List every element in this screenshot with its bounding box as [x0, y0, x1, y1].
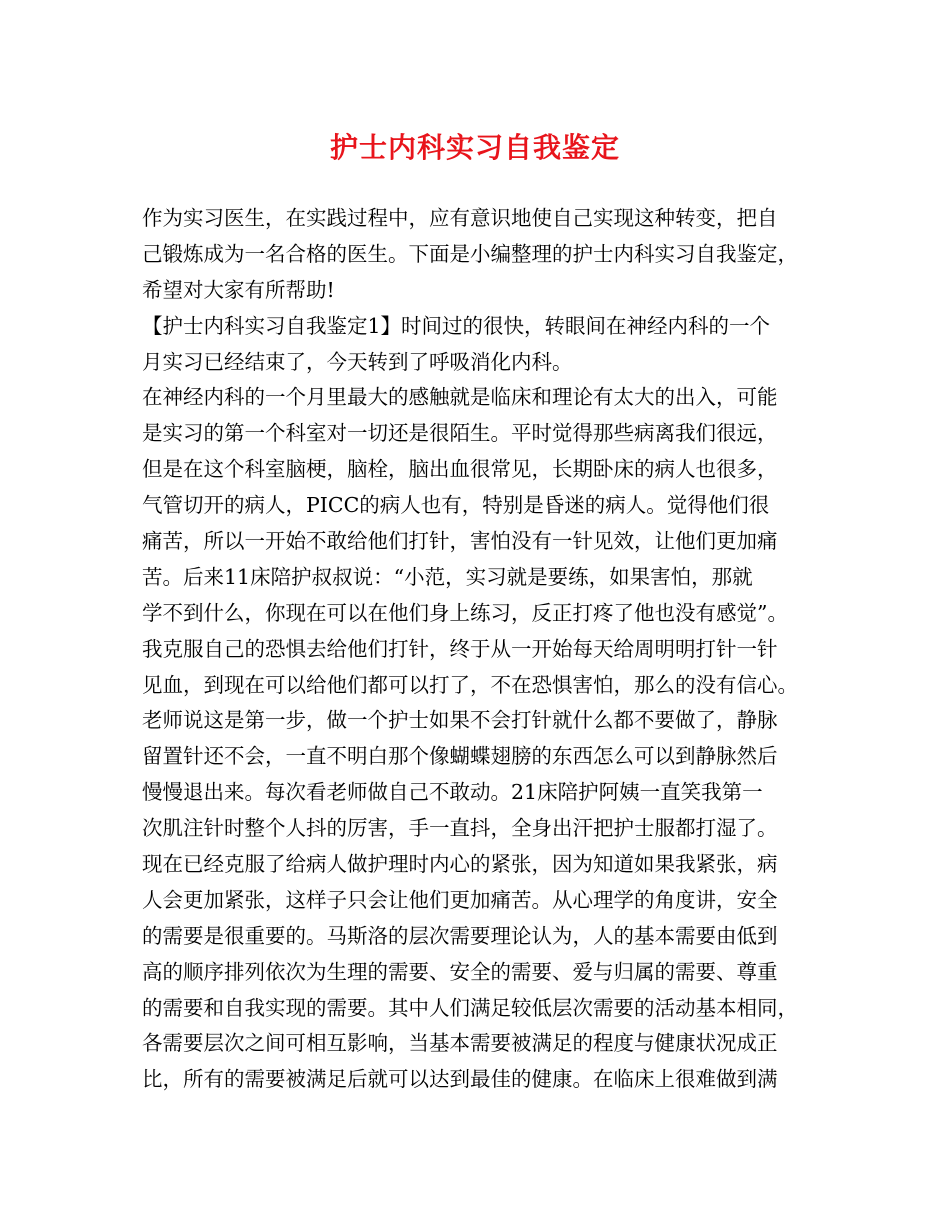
body-line: 气管切开的病人，PICC的病人也有，特别是昏迷的病人。觉得他们很 — [142, 493, 770, 518]
body-line: 现在已经克服了给病人做护理时内心的紧张，因为知道如果我紧张，病 — [142, 852, 778, 877]
body-line: 老师说这是第一步，做一个护士如果不会打针就什么都不要做了，静脉 — [142, 708, 778, 733]
body-line: 留置针还不会，一直不明白那个像蝴蝶翅膀的东西怎么可以到静脉然后 — [142, 744, 778, 769]
body-line: 的需要是很重要的。马斯洛的层次需要理论认为，人的基本需要由低到 — [142, 923, 778, 948]
document-title: 护士内科实习自我鉴定 — [329, 131, 620, 164]
body-line: 高的顺序排列依次为生理的需要、安全的需要、爱与归属的需要、尊重 — [142, 959, 778, 984]
body-line: 慢慢退出来。每次看老师做自己不敢动。21床陪护阿姨一直笑我第一 — [142, 780, 763, 805]
body-line: 但是在这个科室脑梗，脑栓，脑出血很常见，长期卧床的病人也很多， — [142, 457, 778, 482]
body-line: 的需要和自我实现的需要。其中人们满足较低层次需要的活动基本相同， — [142, 995, 798, 1020]
body-line: 是实习的第一个科室对一切还是很陌生。平时觉得那些病离我们很远， — [142, 421, 778, 446]
body-line: 月实习已经结束了，今天转到了呼吸消化内科。 — [142, 349, 573, 374]
body-line: 己锻炼成为一名合格的医生。下面是小编整理的护士内科实习自我鉴定， — [142, 241, 798, 266]
body-line: 苦。后来11床陪护叔叔说：“小范，实习就是要练，如果害怕，那就 — [142, 564, 753, 589]
body-line: 见血，到现在可以给他们都可以打了，不在恐惧害怕，那么的没有信心。 — [142, 672, 798, 697]
body-line: 各需要层次之间可相互影响，当基本需要被满足的程度与健康状况成正 — [142, 1031, 778, 1056]
body-line: 作为实习医生，在实践过程中，应有意识地使自己实现这种转变，把自 — [142, 206, 778, 230]
body-line: 【护士内科实习自我鉴定1】时间过的很快，转眼间在神经内科的一个 — [142, 313, 771, 338]
body-line: 在神经内科的一个月里最大的感触就是临床和理论有太大的出入，可能 — [142, 385, 778, 410]
body-line: 希望对大家有所帮助! — [142, 277, 335, 302]
body-line: 比，所有的需要被满足后就可以达到最佳的健康。在临床上很难做到满 — [142, 1067, 778, 1092]
body-line: 我克服自己的恐惧去给他们打针，终于从一开始每天给周明明打针一针 — [142, 636, 778, 661]
body-line: 学不到什么，你现在可以在他们身上练习，反正打疼了他也没有感觉”。 — [142, 600, 788, 625]
body-line: 痛苦，所以一开始不敢给他们打针，害怕没有一针见效，让他们更加痛 — [142, 529, 778, 554]
body-line: 次肌注针时整个人抖的厉害，手一直抖，全身出汗把护士服都打湿了。 — [142, 816, 778, 841]
document-body — [142, 201, 842, 1098]
body-line: 人会更加紧张，这样子只会让他们更加痛苦。从心理学的角度讲，安全 — [142, 887, 778, 912]
